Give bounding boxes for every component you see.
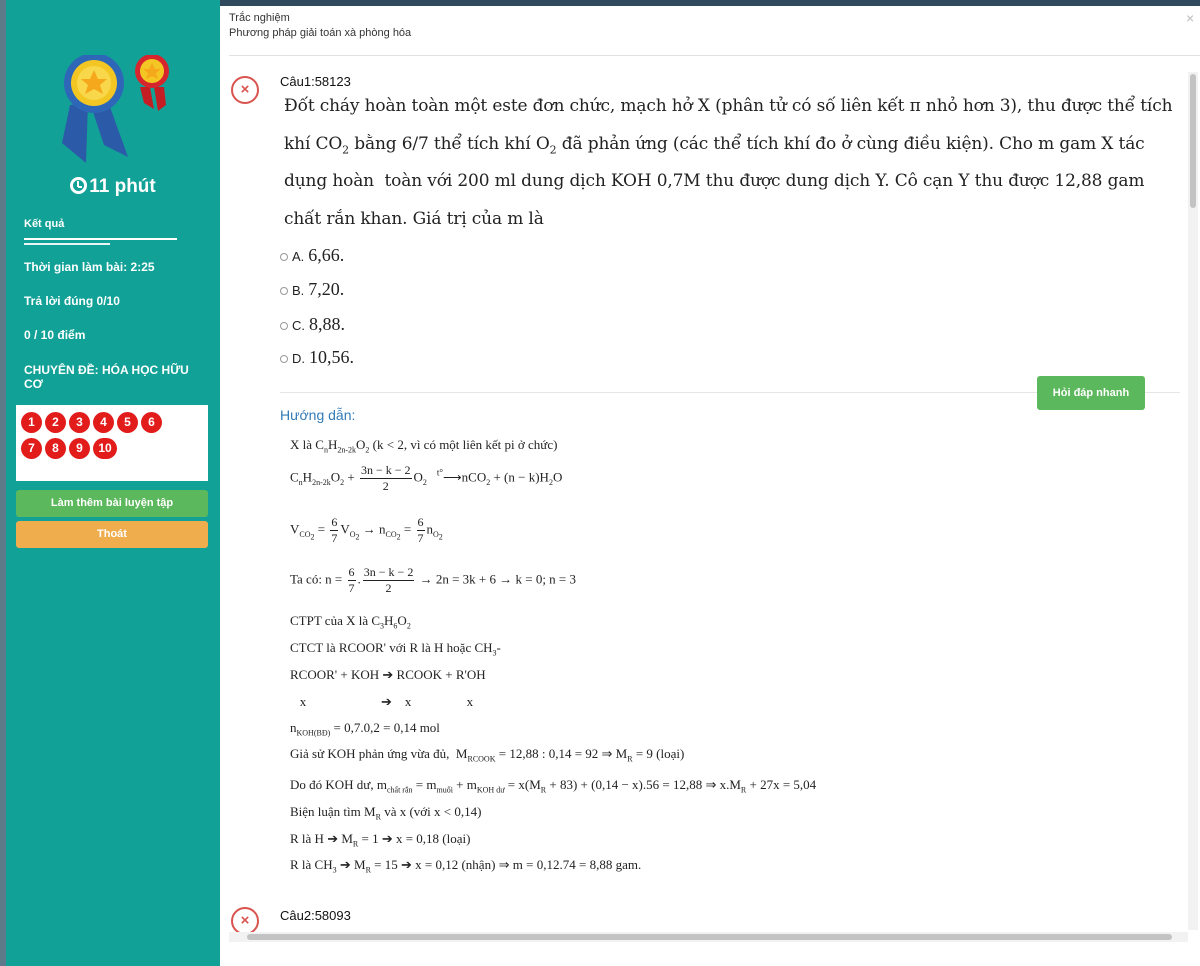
clock-icon [70, 177, 87, 194]
time-spent: Thời gian làm bài: 2:25 [24, 260, 155, 274]
question-label: Câu2:58093 [280, 908, 351, 923]
correct-count: Trả lời đúng 0/10 [24, 294, 120, 308]
scrollbar-thumb[interactable] [247, 934, 1172, 940]
timer-text: 11 phút [89, 176, 156, 197]
question-text: Đốt cháy hoàn toàn một este đơn chức, mạch hở X (phân tử có số liên kết π nhỏ hơn 3), thu được thể tích khí $CO_2$ bằng 6/7 thể tích khí $O_2$ đã phản ứng (các thể tích khí đo ở cùng điều kiện). Cho m gam X tác dụng hoàn toàn với 200 ml dung dịch KOH 0,7M thu được dung dịch Y. Cô cạn Y thu được 12,88 gam chất rắn khan. Giá trị của m là [284, 96, 1173, 229]
option-c[interactable]: C. 8,88. [280, 314, 345, 335]
solution-line: X là $C_nH_{2n-2k}O_2$ (k < 2, vì có một liên kết pi ở chức) [290, 437, 558, 455]
guide-label: Hướng dẫn: [280, 407, 356, 423]
solution-line: Ta có: n = $\frac{6}{7}$ . $\frac{3n - k - 2}{2}$ → 2n = 3k + 6 → k = 0; n = 3 [290, 565, 577, 595]
solution-line: RCOOR' + KOH ➔ RCOOK + R'OH [290, 667, 486, 682]
wrong-icon: × [231, 76, 259, 104]
topic-label: CHUYÊN ĐỀ: HÓA HỌC HỮU CƠ [24, 363, 189, 391]
exit-button[interactable]: Thoát [16, 521, 208, 548]
question-bubble[interactable]: 9 [69, 438, 90, 459]
solution-line: x ➔ x x [290, 694, 474, 709]
solution-line: $n_{KOH(BĐ)} = 0,7.0,2 = 0,14$ mol [290, 720, 440, 738]
solution-line: Do đó KOH dư, $m_{chất rắn} = m_{muối} + m_{KOH dư} = x(M_R + 83) + (0,14 - x).56 = 12,88$ ⇒ $x.M_R + 27x = 5,04$ [290, 777, 817, 795]
solution-line: CTPT của X là $C_3H_6O_2$ [290, 613, 411, 631]
option-a[interactable]: A. 6,66. [280, 245, 344, 266]
score: 0 / 10 điểm [24, 328, 86, 342]
modal-subtitle: Phương pháp giải toán xà phòng hóa [229, 27, 412, 39]
solution-line: $V_{CO_2}$ = $\frac{6}{7}$ $V_{O_2} \to n_{CO_2}$ = $\frac{6}{7}$ $n_{O_2}$ [290, 515, 443, 545]
option-d[interactable]: D. 10,56. [280, 347, 354, 368]
quick-qa-button[interactable]: Hỏi đáp nhanh [1037, 376, 1145, 410]
close-icon[interactable]: × [1186, 10, 1195, 26]
modal-title: Trắc nghiệm [229, 12, 290, 24]
question-bubble[interactable]: 10 [93, 438, 117, 459]
solution-line: R là H ➔ $M_R = 1$ ➔ x = 0,18 (loại) [290, 831, 471, 849]
solution-line: Giả sử KOH phản ứng vừa đủ, $M_{RCOOK} = 12,88$ : 0,14 = 92 ⇒ $M_R = 9$ (loại) [290, 746, 685, 764]
scrollbar-thumb[interactable] [1190, 74, 1196, 208]
result-sidebar [6, 0, 220, 966]
radio-icon[interactable] [280, 322, 288, 330]
practice-more-button[interactable]: Làm thêm bài luyện tập [16, 490, 208, 517]
question-bubble[interactable]: 3 [69, 412, 90, 433]
question-bubble[interactable]: 1 [21, 412, 42, 433]
question-label: Câu1:58123 [280, 74, 351, 89]
result-label: Kết quả [24, 218, 65, 230]
solution-line: R là $CH_3$ ➔ $M_R = 15$ ➔ x = 0,12 (nhận) ⇒ m = 0,12.74 = 8,88 gam. [290, 857, 642, 875]
question-bubble[interactable]: 5 [117, 412, 138, 433]
question-bubble[interactable]: 7 [21, 438, 42, 459]
timer [6, 176, 220, 198]
medal-icon [60, 55, 180, 165]
question-navigator [16, 405, 208, 481]
wrong-icon: × [231, 907, 259, 935]
radio-icon[interactable] [280, 287, 288, 295]
divider [24, 243, 110, 245]
option-b[interactable]: B. 7,20. [280, 279, 344, 300]
solution-line: $C_nH_{2n-2k}O_2$ + $\frac{3n - k - 2}{2}$ $O_2$ $^{t^\circ}$⟶nCO$_2$ + $(n - k)H_2O$ [290, 463, 563, 493]
solution-line: Biện luận tìm $M_R$ và x (với x < 0,14) [290, 804, 482, 822]
solution-line: CTCT là RCOOR' với R là H hoặc $CH_3-$ [290, 640, 501, 658]
vertical-scrollbar[interactable] [1188, 72, 1198, 930]
question-bubble[interactable]: 8 [45, 438, 66, 459]
question-bubble[interactable]: 4 [93, 412, 114, 433]
horizontal-scrollbar[interactable] [229, 932, 1188, 942]
divider [229, 55, 1200, 56]
divider [24, 238, 177, 240]
question-bubble[interactable]: 2 [45, 412, 66, 433]
question-bubble[interactable]: 6 [141, 412, 162, 433]
radio-icon[interactable] [280, 253, 288, 261]
radio-icon[interactable] [280, 355, 288, 363]
